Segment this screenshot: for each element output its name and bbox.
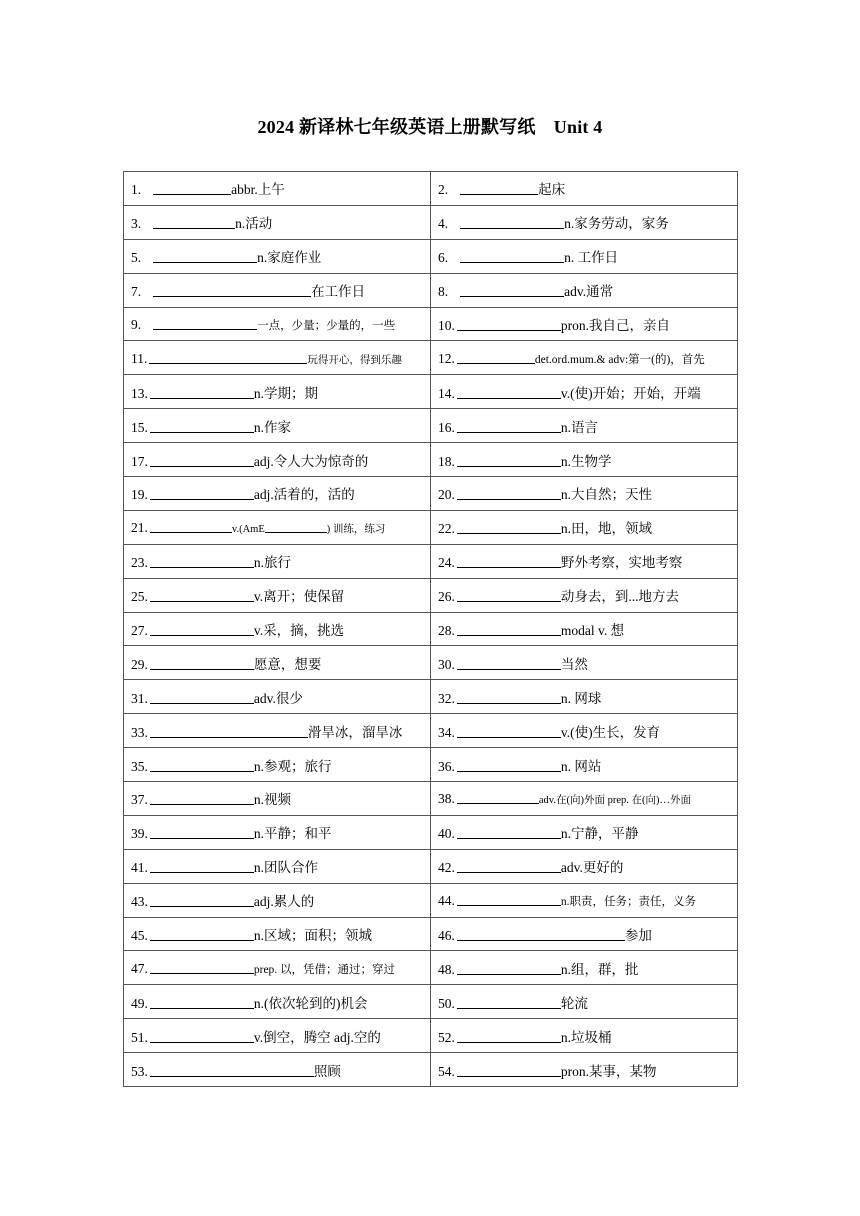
vocab-cell <box>124 951 431 985</box>
item-meaning: n.学期；期 <box>253 385 318 401</box>
item-meaning: n.垃圾桶 <box>560 1029 612 1045</box>
item-number: 46. <box>438 928 455 944</box>
item-meaning: n.宁静，平静 <box>560 826 639 842</box>
answer-blank[interactable] <box>457 621 561 636</box>
vocab-cell <box>431 477 738 511</box>
item-meaning: n.家庭作业 <box>257 250 322 266</box>
item-meaning: n.旅行 <box>253 555 291 571</box>
item-number: 3. <box>131 216 142 232</box>
vocab-cell <box>431 172 738 206</box>
table-row <box>124 409 738 443</box>
answer-blank[interactable] <box>153 214 235 229</box>
answer-blank[interactable] <box>457 384 561 399</box>
item-meaning: n.视频 <box>253 792 291 808</box>
item-number: 41. <box>131 860 148 876</box>
item-number: 34. <box>438 724 455 740</box>
table-row <box>124 883 738 917</box>
item-number: 26. <box>438 589 455 605</box>
vocab-cell <box>124 612 431 646</box>
vocab-cell <box>124 544 431 578</box>
item-meaning: n.活动 <box>235 216 273 232</box>
answer-blank[interactable] <box>457 689 561 704</box>
vocab-cell <box>431 883 738 917</box>
answer-blank[interactable] <box>150 384 254 399</box>
item-number: 38. <box>438 791 455 807</box>
vocab-cell <box>124 1053 431 1087</box>
item-number: 16. <box>438 419 455 435</box>
vocab-cell <box>431 849 738 883</box>
answer-blank[interactable] <box>460 282 564 297</box>
item-number: 37. <box>131 792 148 808</box>
answer-blank[interactable] <box>153 180 231 195</box>
item-number: 11. <box>131 350 148 366</box>
item-meaning: 野外考察，实地考察 <box>560 555 683 571</box>
item-number: 25. <box>131 589 148 605</box>
vocab-cell <box>124 443 431 477</box>
answer-blank[interactable] <box>457 553 561 568</box>
item-meaning: pron.我自己，亲自 <box>560 318 670 333</box>
item-meaning: n.(依次轮到的)机会 <box>253 995 368 1011</box>
item-meaning: pron.某事，某物 <box>560 1063 657 1079</box>
answer-blank[interactable] <box>457 960 561 975</box>
item-number: 6. <box>438 250 449 266</box>
item-number: 24. <box>438 555 455 571</box>
item-number: 50. <box>438 995 455 1011</box>
item-number: 15. <box>131 419 148 435</box>
vocab-cell <box>124 477 431 511</box>
answer-blank[interactable] <box>150 452 254 467</box>
answer-blank[interactable] <box>457 723 561 738</box>
item-meaning: n.平静；和平 <box>253 826 332 842</box>
item-meaning: n. 网站 <box>560 758 602 774</box>
item-number: 39. <box>131 826 148 842</box>
item-number: 23. <box>131 555 148 571</box>
item-number: 47. <box>131 960 148 976</box>
item-meaning: adv.通常 <box>564 284 614 300</box>
vocab-cell <box>124 578 431 612</box>
answer-blank[interactable] <box>150 689 254 704</box>
vocab-cell <box>431 917 738 951</box>
vocab-cell <box>431 375 738 409</box>
item-meaning: 照顾 <box>313 1063 341 1079</box>
table-row <box>124 341 738 375</box>
item-number: 54. <box>438 1063 455 1079</box>
vocab-cell <box>431 341 738 375</box>
vocab-cell <box>124 646 431 680</box>
table-row <box>124 951 738 985</box>
vocab-cell <box>124 510 431 544</box>
item-meaning: n. 工作日 <box>564 250 619 266</box>
item-number: 52. <box>438 1029 455 1045</box>
vocab-cell <box>124 341 431 375</box>
answer-blank[interactable] <box>457 349 535 364</box>
vocab-cell <box>431 544 738 578</box>
item-meaning: det.ord.mum.& adv:第一(的)，首先 <box>534 353 705 366</box>
item-number: 53. <box>131 1063 148 1079</box>
table-row <box>124 612 738 646</box>
answer-blank[interactable] <box>150 723 308 738</box>
item-number: 21. <box>131 520 148 536</box>
item-number: 32. <box>438 690 455 706</box>
vocab-cell <box>124 409 431 443</box>
item-meaning: 愿意，想要 <box>253 656 322 672</box>
item-meaning: ) 训练，练习 <box>326 524 386 536</box>
vocab-cell <box>431 578 738 612</box>
vocab-cell <box>431 1019 738 1053</box>
table-row <box>124 544 738 578</box>
item-number: 48. <box>438 961 455 977</box>
item-number: 20. <box>438 487 455 503</box>
answer-blank[interactable] <box>457 757 561 772</box>
item-number: 18. <box>438 453 455 469</box>
answer-blank[interactable] <box>150 790 254 805</box>
table-row <box>124 443 738 477</box>
item-meaning: v.离开；使保留 <box>253 589 345 605</box>
vocab-cell <box>431 714 738 748</box>
answer-blank[interactable] <box>150 858 254 873</box>
item-number: 28. <box>438 623 455 639</box>
item-number: 40. <box>438 826 455 842</box>
table-row <box>124 680 738 714</box>
vocab-cell <box>124 917 431 951</box>
item-meaning: 一点，少量；少量的，一些 <box>257 320 396 332</box>
vocab-cell <box>124 849 431 883</box>
item-meaning: n.田，地，领域 <box>560 521 652 537</box>
item-meaning: 参加 <box>624 928 652 944</box>
answer-blank[interactable] <box>153 248 257 263</box>
vocab-cell <box>431 985 738 1019</box>
item-number: 1. <box>131 182 142 198</box>
answer-blank[interactable] <box>457 994 561 1009</box>
dictation-table-body <box>124 172 738 1087</box>
item-meaning-prefix: v.(AmE <box>231 524 265 536</box>
answer-blank[interactable] <box>457 485 561 500</box>
answer-blank[interactable] <box>150 418 254 433</box>
answer-blank[interactable] <box>457 789 539 804</box>
table-row <box>124 748 738 782</box>
answer-blank[interactable] <box>457 891 561 906</box>
answer-blank[interactable] <box>460 180 538 195</box>
answer-blank[interactable] <box>150 587 254 602</box>
item-number: 44. <box>438 893 455 909</box>
answer-blank[interactable] <box>457 926 625 941</box>
answer-blank[interactable] <box>150 518 232 533</box>
item-meaning: 当然 <box>560 656 588 672</box>
item-number: 4. <box>438 216 449 232</box>
item-meaning: n.职责，任务；责任，义务 <box>560 896 696 909</box>
vocab-cell <box>431 782 738 816</box>
table-row <box>124 646 738 680</box>
item-number: 36. <box>438 758 455 774</box>
item-meaning: n.家务劳动，家务 <box>564 216 669 232</box>
table-row <box>124 1019 738 1053</box>
item-meaning: adv.在(向)外面 prep. 在(向)…外面 <box>538 795 691 807</box>
vocab-cell <box>431 815 738 849</box>
answer-blank[interactable] <box>457 587 561 602</box>
answer-blank[interactable] <box>457 316 561 331</box>
item-number: 35. <box>131 758 148 774</box>
answer-blank[interactable] <box>460 248 564 263</box>
table-row <box>124 782 738 816</box>
table-row <box>124 815 738 849</box>
table-row <box>124 917 738 951</box>
item-meaning: 起床 <box>538 182 566 198</box>
table-row <box>124 375 738 409</box>
item-number: 17. <box>131 453 148 469</box>
item-meaning: 在工作日 <box>311 284 366 300</box>
answer-blank[interactable] <box>150 892 254 907</box>
answer-blank[interactable] <box>150 824 254 839</box>
item-number: 29. <box>131 656 148 672</box>
inline-answer-blank[interactable] <box>265 520 327 533</box>
item-meaning: 动身去，到...地方去 <box>560 589 679 605</box>
table-row <box>124 239 738 273</box>
dictation-table <box>123 171 738 1087</box>
item-meaning: adj.累人的 <box>253 894 315 910</box>
vocab-cell <box>124 680 431 714</box>
answer-blank[interactable] <box>153 282 311 297</box>
item-meaning: n.生物学 <box>560 453 612 469</box>
item-number: 19. <box>131 487 148 503</box>
item-meaning: v.(使)开始；开始，开端 <box>560 385 701 401</box>
item-number: 49. <box>131 995 148 1011</box>
answer-blank[interactable] <box>150 926 254 941</box>
item-meaning: prep. 以，凭借；通过；穿过 <box>253 963 396 976</box>
item-meaning: n.组，群，批 <box>560 961 639 977</box>
answer-blank[interactable] <box>457 452 561 467</box>
item-number: 14. <box>438 385 455 401</box>
answer-blank[interactable] <box>150 553 254 568</box>
item-number: 8. <box>438 284 449 300</box>
table-row <box>124 477 738 511</box>
item-meaning: n.参观；旅行 <box>253 758 332 774</box>
item-number: 33. <box>131 724 148 740</box>
table-row <box>124 985 738 1019</box>
answer-blank[interactable] <box>150 621 254 636</box>
item-meaning: n.作家 <box>253 419 291 435</box>
item-meaning: adj.活着的，活的 <box>253 487 355 503</box>
vocab-cell <box>431 273 738 307</box>
answer-blank[interactable] <box>460 214 564 229</box>
table-row <box>124 849 738 883</box>
answer-blank[interactable] <box>150 994 254 1009</box>
item-meaning: adv.更好的 <box>560 860 624 876</box>
vocab-cell <box>431 748 738 782</box>
page-title: 2024 新译林七年级英语上册默写纸 Unit 4 <box>257 117 603 137</box>
item-meaning: n.区域；面积；领城 <box>253 928 372 944</box>
vocab-cell <box>431 612 738 646</box>
answer-blank[interactable] <box>153 315 257 330</box>
item-number: 13. <box>131 385 148 401</box>
table-row <box>124 1053 738 1087</box>
item-number: 51. <box>131 1029 148 1045</box>
item-meaning: 轮流 <box>560 995 588 1011</box>
item-number: 22. <box>438 521 455 537</box>
answer-blank[interactable] <box>457 1062 561 1077</box>
vocab-cell <box>431 646 738 680</box>
vocab-cell <box>124 815 431 849</box>
vocab-cell <box>431 205 738 239</box>
answer-blank[interactable] <box>457 655 561 670</box>
item-meaning: n.团队合作 <box>253 860 318 876</box>
answer-blank[interactable] <box>457 418 561 433</box>
item-number: 43. <box>131 894 148 910</box>
item-meaning: modal v. 想 <box>560 623 625 639</box>
item-meaning: 玩得开心，得到乐趣 <box>307 354 402 366</box>
vocab-cell <box>431 409 738 443</box>
item-meaning: adv.很少 <box>253 690 303 706</box>
item-meaning: n.大自然；天性 <box>560 487 652 503</box>
answer-blank[interactable] <box>457 824 561 839</box>
item-meaning: adj.令人大为惊奇的 <box>253 453 369 469</box>
vocab-cell <box>431 443 738 477</box>
vocab-cell <box>124 172 431 206</box>
table-row <box>124 307 738 341</box>
vocab-cell <box>124 748 431 782</box>
table-row <box>124 205 738 239</box>
vocab-cell <box>431 951 738 985</box>
item-meaning: v.采，摘，挑选 <box>253 623 345 639</box>
answer-blank[interactable] <box>150 959 254 974</box>
item-number: 12. <box>438 350 455 366</box>
vocab-cell <box>124 375 431 409</box>
item-meaning: 滑旱冰，溜旱冰 <box>307 724 403 740</box>
item-number: 7. <box>131 284 142 300</box>
answer-blank[interactable] <box>150 1062 314 1077</box>
item-number: 42. <box>438 860 455 876</box>
answer-blank[interactable] <box>457 858 561 873</box>
answer-blank[interactable] <box>457 519 561 534</box>
item-number: 27. <box>131 623 148 639</box>
item-meaning: abbr.上午 <box>231 182 285 198</box>
item-number: 10. <box>438 318 455 333</box>
answer-blank[interactable] <box>150 757 254 772</box>
item-meaning: v.倒空，腾空 adj.空的 <box>253 1029 381 1045</box>
item-meaning: v.(使)生长，发育 <box>560 724 661 740</box>
item-meaning: n. 网球 <box>560 690 602 706</box>
vocab-cell <box>124 985 431 1019</box>
vocab-cell <box>124 273 431 307</box>
item-number: 2. <box>438 182 449 198</box>
answer-blank[interactable] <box>150 655 254 670</box>
item-number: 9. <box>131 317 142 332</box>
vocab-cell <box>124 205 431 239</box>
vocab-cell <box>124 782 431 816</box>
table-row <box>124 578 738 612</box>
vocab-cell <box>124 239 431 273</box>
answer-blank[interactable] <box>150 485 254 500</box>
answer-blank[interactable] <box>149 349 307 364</box>
vocab-cell <box>124 307 431 341</box>
answer-blank[interactable] <box>457 1028 561 1043</box>
vocab-cell <box>124 1019 431 1053</box>
item-number: 31. <box>131 690 148 706</box>
table-row <box>124 172 738 206</box>
vocab-cell <box>124 714 431 748</box>
item-meaning: n.语言 <box>560 419 598 435</box>
vocab-cell <box>431 680 738 714</box>
item-number: 30. <box>438 656 455 672</box>
vocab-cell <box>431 510 738 544</box>
table-row <box>124 714 738 748</box>
item-number: 5. <box>131 250 142 266</box>
vocab-cell <box>431 307 738 341</box>
table-row <box>124 273 738 307</box>
table-row <box>124 510 738 544</box>
vocab-cell <box>124 883 431 917</box>
answer-blank[interactable] <box>150 1028 254 1043</box>
item-number: 45. <box>131 928 148 944</box>
vocab-cell <box>431 239 738 273</box>
vocab-cell <box>431 1053 738 1087</box>
